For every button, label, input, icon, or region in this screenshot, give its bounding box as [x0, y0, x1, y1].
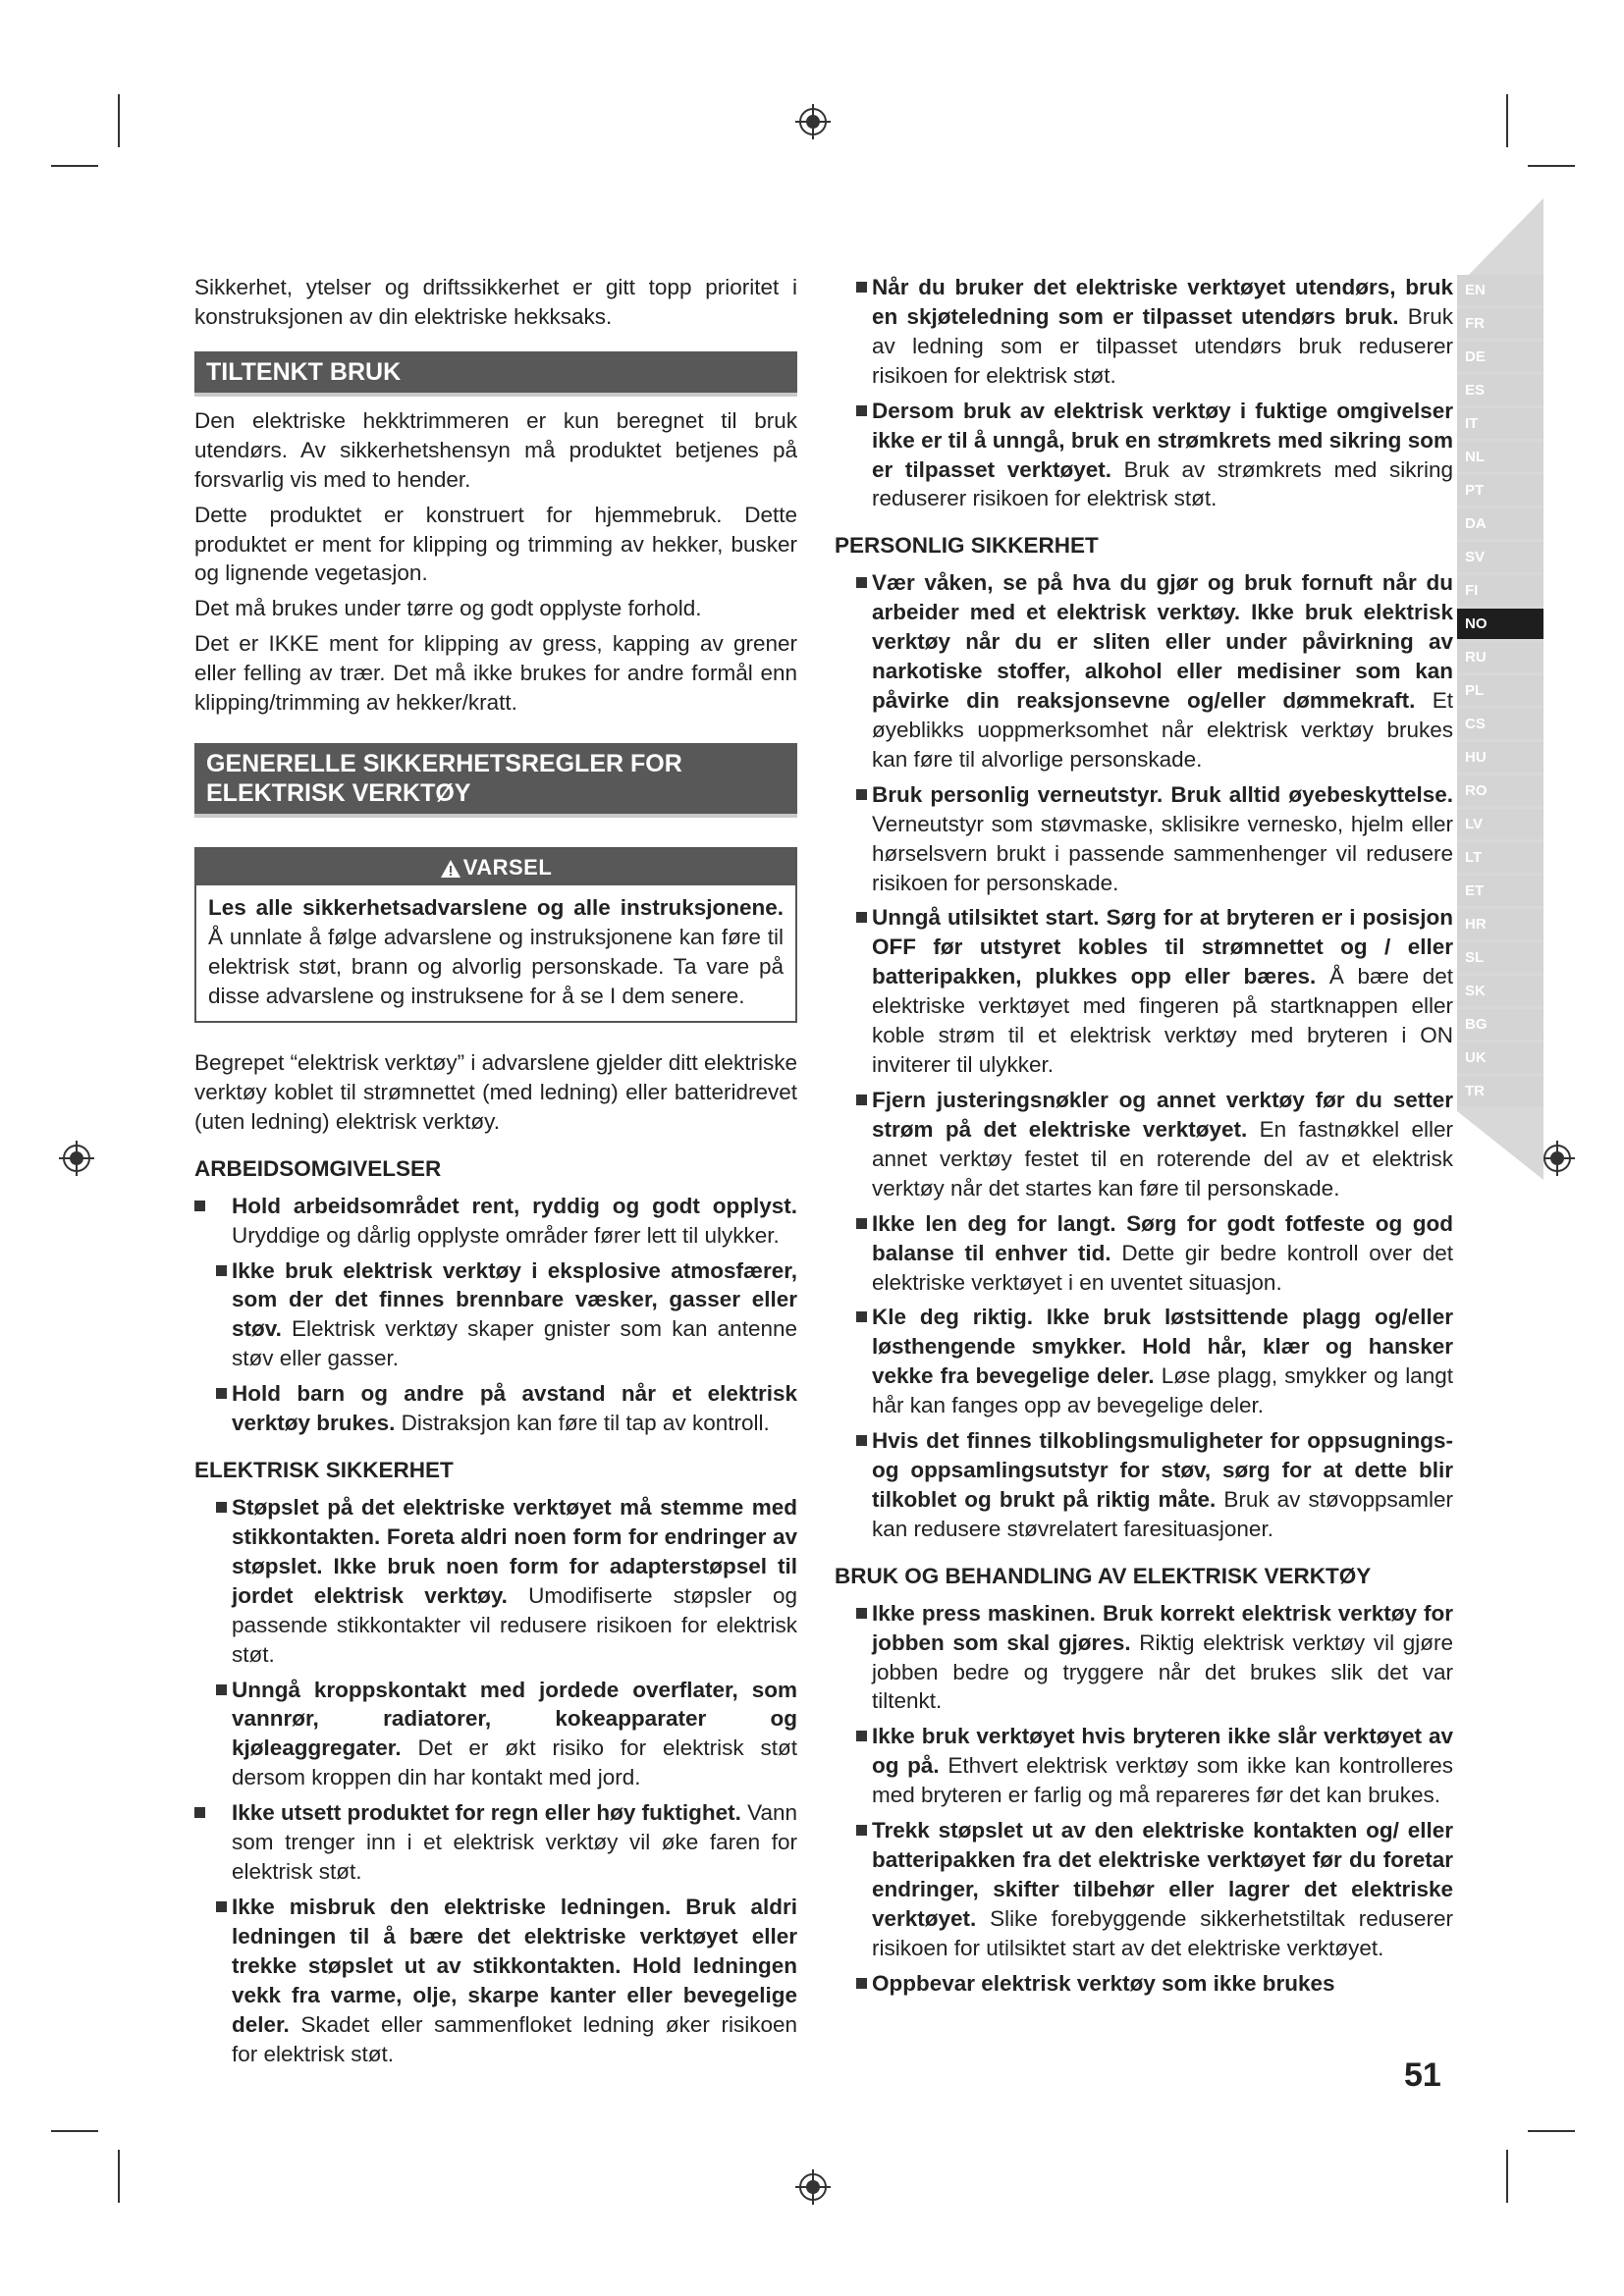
- bullet-item: [835, 1816, 1453, 1963]
- language-tab-sv[interactable]: SV: [1457, 542, 1543, 572]
- language-tab-et[interactable]: ET: [1457, 876, 1543, 906]
- registration-mark-icon: [793, 2167, 833, 2207]
- language-tab-nl[interactable]: NL: [1457, 442, 1543, 472]
- warning-triangle-icon: [440, 859, 461, 879]
- bullet-bold: Ikke len deg for langt. Sørg for godt fotfeste og god balanse til enhver tid.: [872, 1210, 1453, 1265]
- bullet-item: [194, 1893, 797, 2069]
- bullet-bold: Ikke bruk elektrisk verktøy i eksplosive atmosfærer, som der det finnes brennbare væsker, gasser eller støv.: [232, 1257, 797, 1342]
- bullet-text: Løse plagg, smykker og langt hår kan fanges opp av bevegelige deler.: [872, 1363, 1453, 1418]
- warning-body: [196, 885, 795, 1021]
- heading-line: GENERELLE SIKKERHETSREGLER FOR: [206, 750, 682, 778]
- bullet-text: Slike forebyggende sikkerhetstiltak reduserer risikoen for utilsiktet start av det elektriske verktøyet.: [872, 1905, 1453, 1960]
- language-tab-sk[interactable]: SK: [1457, 976, 1543, 1006]
- bullet-text: Å bære det elektriske verktøyet med fingeren på startknappen eller koble strøm til et elektrisk verktøy med bryteren i ON inviterer til ulykker.: [872, 964, 1453, 1078]
- bullet-bold: Trekk støpslet ut av den elektriske kontakten og/ eller batteripakken fra det elektriske verktøyet før du foretar endringer, skifter tilbehør eller lagrer det elektriske verktøyet.: [872, 1818, 1453, 1931]
- bullet-square-icon: [856, 1095, 867, 1105]
- crop-mark: [1506, 94, 1508, 147]
- page-number: 51: [1404, 2056, 1441, 2094]
- bullet-square-icon: [216, 1265, 227, 1276]
- bullet-item: [835, 1599, 1453, 1717]
- bullet-square-icon: [856, 1731, 867, 1741]
- language-tab-tr[interactable]: TR: [1457, 1076, 1543, 1106]
- paragraph: Det er IKKE ment for klipping av gress, kapping av grener eller felling av trær. Det må ikke brukes for andre formål enn klipping/trimming av hekker/kratt.: [194, 631, 797, 716]
- crop-mark: [51, 2130, 98, 2132]
- bullet-text: Elektrisk verktøy skaper gnister som kan antenne støv eller gasser.: [232, 1316, 797, 1371]
- bullet-square-icon: [856, 1435, 867, 1446]
- bullet-item: [194, 1798, 797, 1887]
- language-tab-fi[interactable]: FI: [1457, 575, 1543, 606]
- subheading-personlig-sikkerhet: PERSONLIG SIKKERHET: [835, 533, 1099, 559]
- language-tab-bg[interactable]: BG: [1457, 1009, 1543, 1040]
- bullet-bold: Ikke press maskinen. Bruk korrekt elektrisk verktøy for jobben som skal gjøres.: [872, 1600, 1453, 1655]
- bullet-item: [194, 1192, 797, 1251]
- language-tab-hr[interactable]: HR: [1457, 909, 1543, 939]
- paragraph: Det må brukes under tørre og godt opplyste forhold.: [194, 596, 702, 621]
- bullet-square-icon: [216, 1684, 227, 1695]
- crop-mark: [118, 94, 120, 147]
- right-column: [835, 273, 1453, 2004]
- bullet-square-icon: [856, 789, 867, 800]
- bullet-item: [194, 1676, 797, 1793]
- bullet-text: Bruk av strømkrets med sikring reduserer risikoen for elektrisk støt.: [872, 456, 1453, 511]
- bullet-square-icon: [856, 1608, 867, 1619]
- bullet-text: En fastnøkkel eller annet verktøy festet til en roterende del av et elektrisk verktøy når det startes kan føre til personskade.: [872, 1116, 1453, 1201]
- bullet-bold: Oppbevar elektrisk verktøy som ikke brukes: [872, 1970, 1335, 1996]
- bullet-square-icon: [194, 1807, 205, 1818]
- bullet-square-icon: [856, 1311, 867, 1322]
- bullet-bold: Unngå utilsiktet start. Sørg for at bryteren er i posisjon OFF før utstyret kobles til strømnettet og / eller batteripakken, plukkes opp eller bæres.: [872, 905, 1453, 989]
- bullet-text: Skadet eller sammenfloket ledning øker risikoen for elektrisk støt.: [232, 2011, 797, 2066]
- bullet-text: Distraksjon kan føre til tap av kontroll.: [395, 1411, 770, 1436]
- warning-text: Å unnlate å følge advarslene og instruksjonene kan føre til elektrisk støt, brann og alvorlig personskade. Ta vare på disse advarslene og instruksene for å se I dem senere.: [208, 925, 784, 1009]
- bullet-item: [835, 1209, 1453, 1298]
- bullet-square-icon: [856, 912, 867, 923]
- paragraph: Den elektriske hekktrimmeren er kun beregnet til bruk utendørs. Av sikkerhetshensyn må produktet betjenes på forsvarlig vis med to hender.: [194, 407, 797, 492]
- language-tab-lt[interactable]: LT: [1457, 842, 1543, 873]
- bullet-bold: Fjern justeringsnøkler og annet verktøy før du setter strøm på det elektriske verktøyet.: [872, 1087, 1453, 1142]
- language-tabs: [1457, 275, 1543, 1109]
- language-tab-sl[interactable]: SL: [1457, 942, 1543, 973]
- bullet-square-icon: [216, 1502, 227, 1513]
- subheading-elektrisk-sikkerhet: ELEKTRISK SIKKERHET: [194, 1458, 454, 1483]
- warning-header: [196, 849, 795, 885]
- language-tab-ro[interactable]: RO: [1457, 775, 1543, 806]
- language-tab-pt[interactable]: PT: [1457, 475, 1543, 506]
- bullet-bold: Når du bruker det elektriske verktøyet utendørs, bruk en skjøteledning som er tilpasset utendørs bruk.: [872, 275, 1453, 329]
- bullet-bold: Vær våken, se på hva du gjør og bruk fornuft når du arbeider med et elektrisk verktøy. Ikke bruk elektrisk verktøy når du er sliten eller under påvirkning av narkotiske stoffer, alkohol eller medisiner som kan påvirke din reaksjonsevne og/eller dømmekraft.: [872, 570, 1453, 713]
- bullet-item: [835, 903, 1453, 1080]
- language-tab-pl[interactable]: PL: [1457, 675, 1543, 706]
- crop-mark: [1528, 2130, 1575, 2132]
- bullet-item: [835, 1969, 1453, 1999]
- bullet-text: Riktig elektrisk verktøy vil gjøre jobben bedre og tryggere når det brukes slik det var tiltenkt.: [872, 1629, 1453, 1714]
- bullet-bold: Ikke bruk verktøyet hvis bryteren ikke slår verktøyet av og på.: [872, 1724, 1453, 1779]
- paragraph: Begrepet “elektrisk verktøy” i advarslene gjelder ditt elektriske verktøy koblet til strømnettet (med ledning) eller batteridrevet (uten ledning) elektrisk verktøy.: [194, 1050, 797, 1134]
- language-tab-es[interactable]: ES: [1457, 375, 1543, 405]
- bullet-item: [194, 1379, 797, 1438]
- subheading-arbeidsomgivelser: ARBEIDSOMGIVELSER: [194, 1155, 442, 1181]
- bullet-bold: Hold arbeidsområdet rent, ryddig og godt opplyst.: [232, 1193, 797, 1218]
- registration-mark-icon: [57, 1139, 96, 1178]
- bullet-square-icon: [216, 1901, 227, 1912]
- bullet-item: [835, 568, 1453, 774]
- bullet-square-icon: [856, 1978, 867, 1989]
- warning-box: [194, 847, 797, 1023]
- language-tab-hu[interactable]: HU: [1457, 742, 1543, 773]
- bullet-text: Vann som trenger inn i et elektrisk verktøy vil øke faren for elektrisk støt.: [232, 1800, 797, 1885]
- language-tab-ru[interactable]: RU: [1457, 642, 1543, 672]
- language-tab-en[interactable]: EN: [1457, 275, 1543, 305]
- bullet-square-icon: [856, 405, 867, 416]
- bullet-item: [194, 1493, 797, 1670]
- bullet-text: Dette gir bedre kontroll over det elektriske verktøyet i en uventet situasjon.: [872, 1240, 1453, 1295]
- bullet-square-icon: [856, 1218, 867, 1229]
- subheading-bruk-og-behandling: BRUK OG BEHANDLING AV ELEKTRISK VERKTØY: [835, 1563, 1372, 1588]
- bullet-bold: Hold barn og andre på avstand når et elektrisk verktøy brukes.: [232, 1381, 797, 1436]
- bullet-bold: Dersom bruk av elektrisk verktøy i fuktige omgivelser ikke er til å unngå, bruk en strømkrets med sikring som er tilpasset verktøyet.: [872, 398, 1453, 482]
- left-column: [194, 273, 797, 2075]
- crop-mark: [1506, 2150, 1508, 2203]
- language-tab-da[interactable]: DA: [1457, 508, 1543, 539]
- language-tab-cs[interactable]: CS: [1457, 709, 1543, 739]
- crop-mark: [1528, 165, 1575, 167]
- language-tab-lv[interactable]: LV: [1457, 809, 1543, 839]
- bullet-item: [835, 780, 1453, 898]
- crop-mark: [118, 2150, 120, 2203]
- bullet-square-icon: [194, 1201, 205, 1211]
- bullet-square-icon: [856, 1825, 867, 1836]
- section-heading-generelle: [194, 743, 797, 818]
- bullet-text: Bruk av støvoppsamler kan redusere støvrelatert faresituasjoner.: [872, 1486, 1453, 1541]
- bullet-text: Bruk av ledning som er tilpasset utendørs bruk reduserer risikoen for elektrisk støt.: [872, 303, 1453, 388]
- bullet-square-icon: [856, 577, 867, 588]
- bullet-text: Det er økt risiko for elektrisk støt dersom kroppen din har kontakt med jord.: [232, 1735, 797, 1790]
- language-tab-de[interactable]: DE: [1457, 342, 1543, 372]
- bullet-bold: Unngå kroppskontakt med jordede overflater, som vannrør, radiatorer, kokeapparater og kjøleaggregater.: [232, 1677, 797, 1761]
- bullet-bold: Ikke utsett produktet for regn eller høy fuktighet.: [232, 1800, 741, 1826]
- bullet-text: Ethvert elektrisk verktøy som ikke kan kontrolleres med bryteren er farlig og må repareres før det kan brukes.: [872, 1753, 1454, 1808]
- language-tab-uk[interactable]: UK: [1457, 1042, 1543, 1073]
- bullet-text: Umodifiserte støpsler og passende stikkontakter vil redusere risikoen for elektrisk støt.: [232, 1582, 797, 1667]
- bullet-bold: Kle deg riktig. Ikke bruk løstsittende plagg og/eller løsthengende smykker. Hold hår, klær og hansker vekke fra bevegelige deler.: [872, 1305, 1453, 1389]
- section-heading-tiltenkt: TILTENKT BRUK: [194, 351, 797, 397]
- bullet-bold: Bruk personlig verneutstyr. Bruk alltid øyebeskyttelse.: [872, 781, 1453, 807]
- warning-bold-text: Les alle sikkerhetsadvarslene og alle instruksjonene.: [208, 895, 784, 921]
- language-tab-no[interactable]: NO: [1457, 609, 1543, 639]
- intro-text: Sikkerhet, ytelser og driftssikkerhet er gitt topp prioritet i konstruksjonen av din elektriske hekksaks.: [194, 275, 797, 329]
- bullet-item: [835, 1426, 1453, 1544]
- bullet-square-icon: [216, 1388, 227, 1399]
- bullet-item: [835, 397, 1453, 514]
- bullet-item: [835, 273, 1453, 391]
- registration-mark-icon: [793, 102, 833, 141]
- bullet-bold: Ikke misbruk den elektriske ledningen. Bruk aldri ledningen til å bære det elektriske verktøyet eller trekke støpslet ut av stikkontakten. Hold ledningen vekk fra varme, olje, skarpe kanter eller bevegelige deler.: [232, 1894, 797, 2037]
- bullet-text: Uryddige og dårlig opplyste områder fører lett til ulykker.: [232, 1222, 780, 1248]
- bullet-text: Et øyeblikks uoppmerksomhet når elektrisk verktøy brukes kan føre til alvorlige personskade.: [872, 687, 1454, 772]
- warning-title: VARSEL: [462, 855, 553, 881]
- bullet-bold: Støpslet på det elektriske verktøyet må stemme med stikkontakten. Foreta aldri noen form for endringer av støpslet. Ikke bruk noen form for adapterstøpsel til jordet elektrisk verktøy.: [232, 1494, 797, 1608]
- language-tab-fr[interactable]: FR: [1457, 308, 1543, 339]
- crop-mark: [51, 165, 98, 167]
- registration-mark-icon: [1538, 1139, 1577, 1178]
- bullet-item: [835, 1722, 1453, 1810]
- bullet-item: [194, 1256, 797, 1374]
- bullet-item: [835, 1086, 1453, 1203]
- bullet-square-icon: [856, 282, 867, 293]
- bullet-bold: Hvis det finnes tilkoblingsmuligheter for oppsugnings- og oppsamlingsutstyr for støv, sørg for at dette blir tilkoblet og brukt på riktig måte.: [872, 1428, 1453, 1512]
- language-tab-it[interactable]: IT: [1457, 408, 1543, 439]
- bullet-item: [835, 1303, 1453, 1420]
- heading-line: ELEKTRISK VERKTØY: [206, 779, 471, 808]
- paragraph: Dette produktet er konstruert for hjemmebruk. Dette produktet er ment for klipping og trimming av hekker, busker og lignende vegetasjon.: [194, 502, 797, 586]
- bullet-text: Verneutstyr som støvmaske, sklisikre vernesko, hjelm eller hørselsvern brukt i passende sammenhenger vil redusere risikoen for personskade.: [872, 811, 1453, 895]
